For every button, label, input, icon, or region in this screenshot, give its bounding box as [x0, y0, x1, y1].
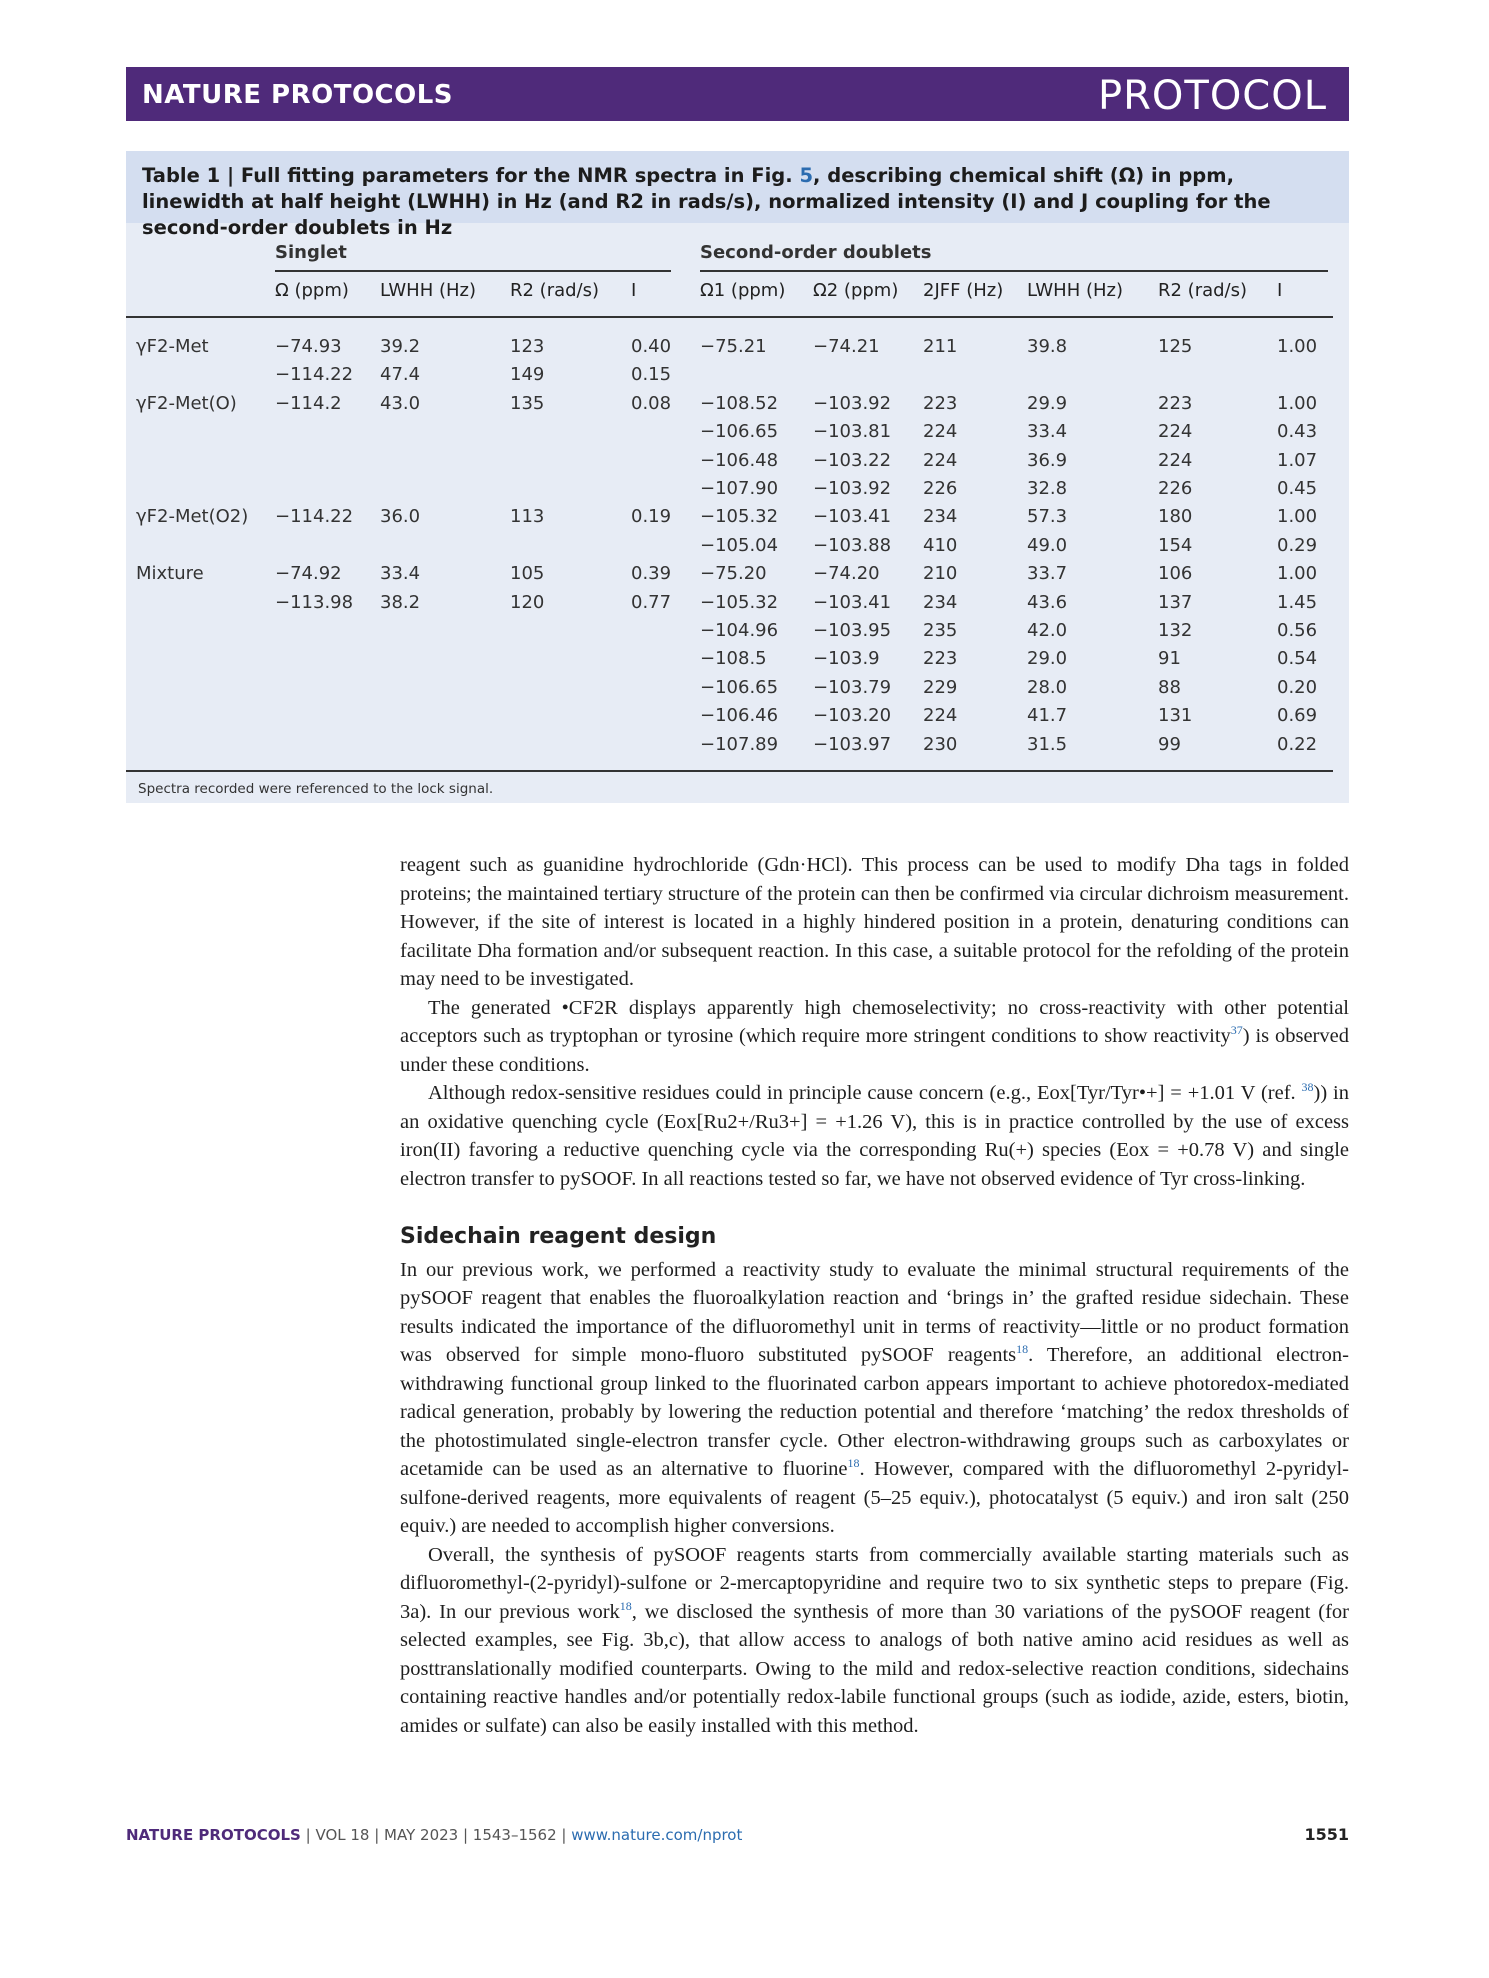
row-label: γF2-Met(O2) [136, 506, 249, 528]
table-cell: 226 [923, 478, 958, 499]
table-cell: 223 [923, 648, 958, 670]
table-cell: 106 [1158, 563, 1193, 585]
table-cell: 39.2 [380, 336, 421, 357]
table-cell: 1.45 [1277, 591, 1318, 613]
table-cell: 0.22 [1277, 733, 1318, 755]
table-cell: −105.04 [700, 534, 779, 556]
body-text [400, 851, 1349, 1740]
column-header: 2JFF (Hz) [923, 280, 1004, 301]
table-cell: −105.32 [700, 506, 779, 528]
table-cell: −103.92 [813, 478, 892, 499]
table-cell: 0.45 [1277, 478, 1318, 499]
table-cell: 230 [923, 733, 958, 755]
table-cell: −103.22 [813, 449, 892, 471]
table-cell: 154 [1158, 534, 1193, 556]
header-rule [126, 316, 1333, 318]
table-cell: 149 [510, 364, 545, 386]
table-cell: 41.7 [1027, 705, 1068, 727]
table-cell: 57.3 [1027, 506, 1068, 528]
table-cell: 123 [510, 336, 545, 357]
table-cell: 32.8 [1027, 478, 1068, 499]
table-cell: 0.29 [1277, 534, 1318, 556]
group-header-singlet: Singlet [275, 242, 347, 263]
bottom-rule [126, 770, 1333, 772]
footer-journal: NATURE PROTOCOLS [126, 1826, 301, 1844]
table-cell: 29.9 [1027, 392, 1068, 414]
ref-37[interactable]: 37 [1230, 1023, 1243, 1038]
table-cell: 1.00 [1277, 563, 1318, 585]
table-cell: 49.0 [1027, 534, 1068, 556]
ref-18[interactable]: 18 [847, 1456, 860, 1471]
table-cell: 113 [510, 506, 545, 528]
table-cell: 36.0 [380, 506, 421, 528]
table-cell: 0.15 [631, 364, 672, 386]
table-cell: 39.8 [1027, 336, 1068, 357]
table-cell: −104.96 [700, 620, 779, 641]
paragraph-1: reagent such as guanidine hydrochloride (Gdn·HCl). This process can be used to modify Dha tags in folded proteins; the maintained tertiary structure of the protein can then be confirmed via circular dichroism measurement. However, if the site of interest is located in a highly hindered position in a protein, denaturing conditions can facilitate Dha formation and/or subsequent reaction. In this case, a suitable protocol for the refolding of the protein may need to be investigated. [400, 854, 1349, 990]
table-caption-area [126, 151, 1349, 239]
column-header: R2 (rad/s) [510, 280, 600, 301]
column-header: LWHH (Hz) [1027, 280, 1123, 301]
group-header-doublets: Second-order doublets [700, 242, 932, 263]
p2-text-a: The generated •CF2R displays apparently high chemoselectivity; no cross-reactivity with other potential acceptors such as tryptophan or tyrosine (which require more stringent conditions to show reactivity [400, 996, 1349, 1047]
paragraph-3 [400, 1079, 1349, 1193]
table-cell: −108.5 [700, 648, 767, 670]
article-type: PROTOCOL [1097, 73, 1327, 119]
table-cell: 0.69 [1277, 705, 1318, 727]
ref-38[interactable]: 38 [1301, 1080, 1314, 1095]
table-cell: −103.79 [813, 676, 892, 698]
table-cell: 224 [1158, 421, 1193, 443]
table-cell: −106.65 [700, 676, 779, 698]
table-cell: 224 [923, 705, 958, 727]
table-cell: 234 [923, 506, 958, 528]
table-cell: 0.19 [631, 506, 672, 528]
p5-text-b: , we disclosed the synthesis of more than 30 variations of the pySOOF reagent (for selected examples, see Fig. 3b,c), that allow access to analogs of both native amino acid residues as well as posttranslationally modified counterparts. Owing to the mild and redox-selective reaction conditions, sidechains containing reactive handles and/or potentially redox-labile functional groups (such as iodide, azide, esters, biotin, amides or sulfate) can also be easily installed with this method. [400, 1600, 1350, 1737]
table-cell: −113.98 [275, 591, 354, 613]
table-cell: 33.4 [380, 563, 421, 585]
table-cell: −105.32 [700, 591, 779, 613]
p4-text-c: . However, compared with the difluoromethyl 2-pyridyl-sulfone-derived reagents, more equivalents of reagent (5–25 equiv.), photocatalyst (5 equiv.) and iron salt (250 equiv.) are needed to accomplish higher conversions. [400, 1458, 1349, 1537]
table-cell: 223 [923, 392, 958, 414]
table-cell: 229 [923, 676, 958, 698]
table-cell: −75.20 [700, 563, 767, 585]
column-header: I [1277, 280, 1283, 301]
row-label: Mixture [136, 563, 204, 585]
table-cell: 137 [1158, 591, 1193, 613]
table-cell: 1.07 [1277, 449, 1318, 471]
table-cell: 223 [1158, 392, 1193, 414]
row-label: γF2-Met(O) [136, 392, 237, 414]
p3-text-b: )) in an oxidative quenching cycle (Eox[Ru2+/Ru3+] = +1.26 V), this is in practice controlled by the use of excess iron(II) favoring a reductive quenching cycle via the corresponding Ru(+) species (Eox = +0.78 V) and single electron transfer to pySOOF. In all reactions tested so far, we have not observed evidence of Tyr cross-linking. [400, 1082, 1349, 1190]
table-cell: 224 [923, 449, 958, 471]
table-cell: 1.00 [1277, 336, 1318, 357]
table-cell: 120 [510, 591, 545, 613]
table-cell: −74.21 [813, 336, 880, 357]
table-cell: 224 [923, 421, 958, 443]
page-number: 1551 [1304, 1825, 1349, 1844]
table-cell: −108.52 [700, 392, 779, 414]
table-cell: 180 [1158, 506, 1193, 528]
table-cell: 1.00 [1277, 506, 1318, 528]
caption-rest: , describing chemical shift (Ω) in ppm, linewidth at half height (LWHH) in Hz (and R2 in rads/s), normalized intensity (I) and J coupling for the second-order doublets in Hz [142, 164, 1271, 239]
table-cell: 36.9 [1027, 449, 1068, 471]
row-label: γF2-Met [136, 336, 209, 357]
ref-18[interactable]: 18 [619, 1598, 632, 1613]
table-cell: 1.00 [1277, 392, 1318, 414]
paragraph-5 [400, 1541, 1349, 1741]
ref-18[interactable]: 18 [1016, 1342, 1029, 1357]
section-heading: Sidechain reagent design [400, 1224, 717, 1249]
column-header: Ω2 (ppm) [813, 280, 899, 301]
table-cell: 132 [1158, 620, 1193, 641]
caption-prefix: Table 1 | Full fitting parameters for the NMR spectra in Fig. [142, 164, 793, 187]
table-cell: 0.43 [1277, 421, 1318, 443]
table-cell: −114.22 [275, 506, 354, 528]
column-header: Ω (ppm) [275, 280, 349, 301]
table-cell: −114.2 [275, 392, 342, 414]
table-cell: 33.7 [1027, 563, 1068, 585]
table-cell: 0.40 [631, 336, 672, 357]
table-cell: 43.6 [1027, 591, 1068, 613]
table-cell: −114.22 [275, 364, 354, 386]
table-cell: −103.41 [813, 506, 892, 528]
table-cell: 0.08 [631, 392, 672, 414]
table-cell: 135 [510, 392, 545, 414]
table-footnote: Spectra recorded were referenced to the lock signal. [138, 781, 494, 797]
table-cell: 33.4 [1027, 421, 1068, 443]
table-cell: −103.41 [813, 591, 892, 613]
column-header: R2 (rad/s) [1158, 280, 1248, 301]
table-cell: 131 [1158, 705, 1193, 727]
table-cell: 224 [1158, 449, 1193, 471]
table-cell: 91 [1158, 648, 1181, 670]
table-cell: −74.93 [275, 336, 342, 357]
table-cell: 211 [923, 336, 958, 357]
table-cell: 0.39 [631, 563, 672, 585]
table-cell: 31.5 [1027, 733, 1068, 755]
group-rule-singlet [275, 270, 671, 272]
table-cell: 0.54 [1277, 648, 1318, 670]
journal-name: NATURE PROTOCOLS [142, 80, 454, 110]
table-cell: 42.0 [1027, 620, 1068, 641]
table-cell: −103.97 [813, 733, 892, 755]
table-cell: −106.48 [700, 449, 779, 471]
table-cell: 0.56 [1277, 620, 1318, 641]
table-cell: 125 [1158, 336, 1193, 357]
table-cell: 88 [1158, 676, 1181, 698]
table-cell: 28.0 [1027, 676, 1068, 698]
column-header: I [631, 280, 637, 301]
table-cell: 226 [1158, 478, 1193, 499]
table-cell: −103.81 [813, 421, 892, 443]
table-cell: −103.95 [813, 620, 892, 641]
table-cell: −107.90 [700, 478, 779, 499]
table-cell: −103.9 [813, 648, 880, 670]
table-cell: 234 [923, 591, 958, 613]
paragraph-2 [400, 994, 1349, 1080]
footer-info: | VOL 18 | MAY 2023 | 1543–1562 | [305, 1826, 572, 1844]
table-cell: −103.20 [813, 705, 892, 727]
p4-text-b: . Therefore, an additional electron-withdrawing functional group linked to the fluorinated carbon appears important to achieve photoredox-mediated radical generation, probably by lowering the reduction potential and therefore ‘matching’ the redox thresholds of the photostimulated single-electron transfer cycle. Other electron-withdrawing groups such as carboxylates or acetamide can be used as an alternative to fluorine [400, 1344, 1349, 1480]
table-cell: 0.20 [1277, 676, 1318, 698]
table-cell: −75.21 [700, 336, 767, 357]
table-cell: 38.2 [380, 591, 421, 613]
table-cell: 105 [510, 563, 545, 585]
table-cell: 235 [923, 620, 958, 641]
table-cell: −74.92 [275, 563, 342, 585]
p4-text-a: In our previous work, we performed a reactivity study to evaluate the minimal structural requirements of the pySOOF reagent that enables the fluoroalkylation reaction and ‘brings in’ the grafted residue sidechain. These results indicated the importance of the difluoromethyl unit in terms of reactivity—little or no product formation was observed for simple mono-fluoro substituted pySOOF reagents [400, 1258, 1349, 1366]
table-cell: 99 [1158, 733, 1181, 755]
paragraph-4 [400, 1256, 1349, 1541]
table-cell: −103.88 [813, 534, 892, 556]
column-header: Ω1 (ppm) [700, 280, 786, 301]
table-cell: −74.20 [813, 563, 880, 585]
table-cell: −107.89 [700, 733, 779, 755]
column-header: LWHH (Hz) [380, 280, 476, 301]
table-cell: −103.92 [813, 392, 892, 414]
table-cell: −106.65 [700, 421, 779, 443]
table-cell: 0.77 [631, 591, 672, 613]
page-footer [126, 1826, 742, 1844]
p5-text-a: Overall, the synthesis of pySOOF reagents starts from commercially available starting materials such as difluoromethyl-(2-pyridyl)-sulfone or 2-mercaptopyridine and require two to six synthetic steps to prepare (Fig. 3a). In our previous work [400, 1543, 1349, 1623]
footer-url[interactable]: www.nature.com/nprot [571, 1826, 743, 1844]
table-cell: 29.0 [1027, 648, 1068, 670]
p3-text-a: Although redox-sensitive residues could in principle cause concern (e.g., Eox[Tyr/Tyr•+] = +1.01 V (ref. [428, 1082, 1302, 1104]
table-cell: 43.0 [380, 392, 421, 414]
group-rule-doublets [700, 270, 1328, 272]
table-cell: 410 [923, 534, 958, 556]
table-cell: −106.46 [700, 705, 779, 727]
table-cell: 47.4 [380, 364, 421, 386]
table-caption [142, 163, 1332, 241]
p2-text-b: ) is observed under these conditions. [400, 1025, 1349, 1076]
caption-fig-link[interactable]: 5 [799, 164, 814, 187]
table-1 [126, 151, 1349, 803]
table-cell: 210 [923, 563, 958, 585]
journal-header-bar [126, 67, 1349, 121]
